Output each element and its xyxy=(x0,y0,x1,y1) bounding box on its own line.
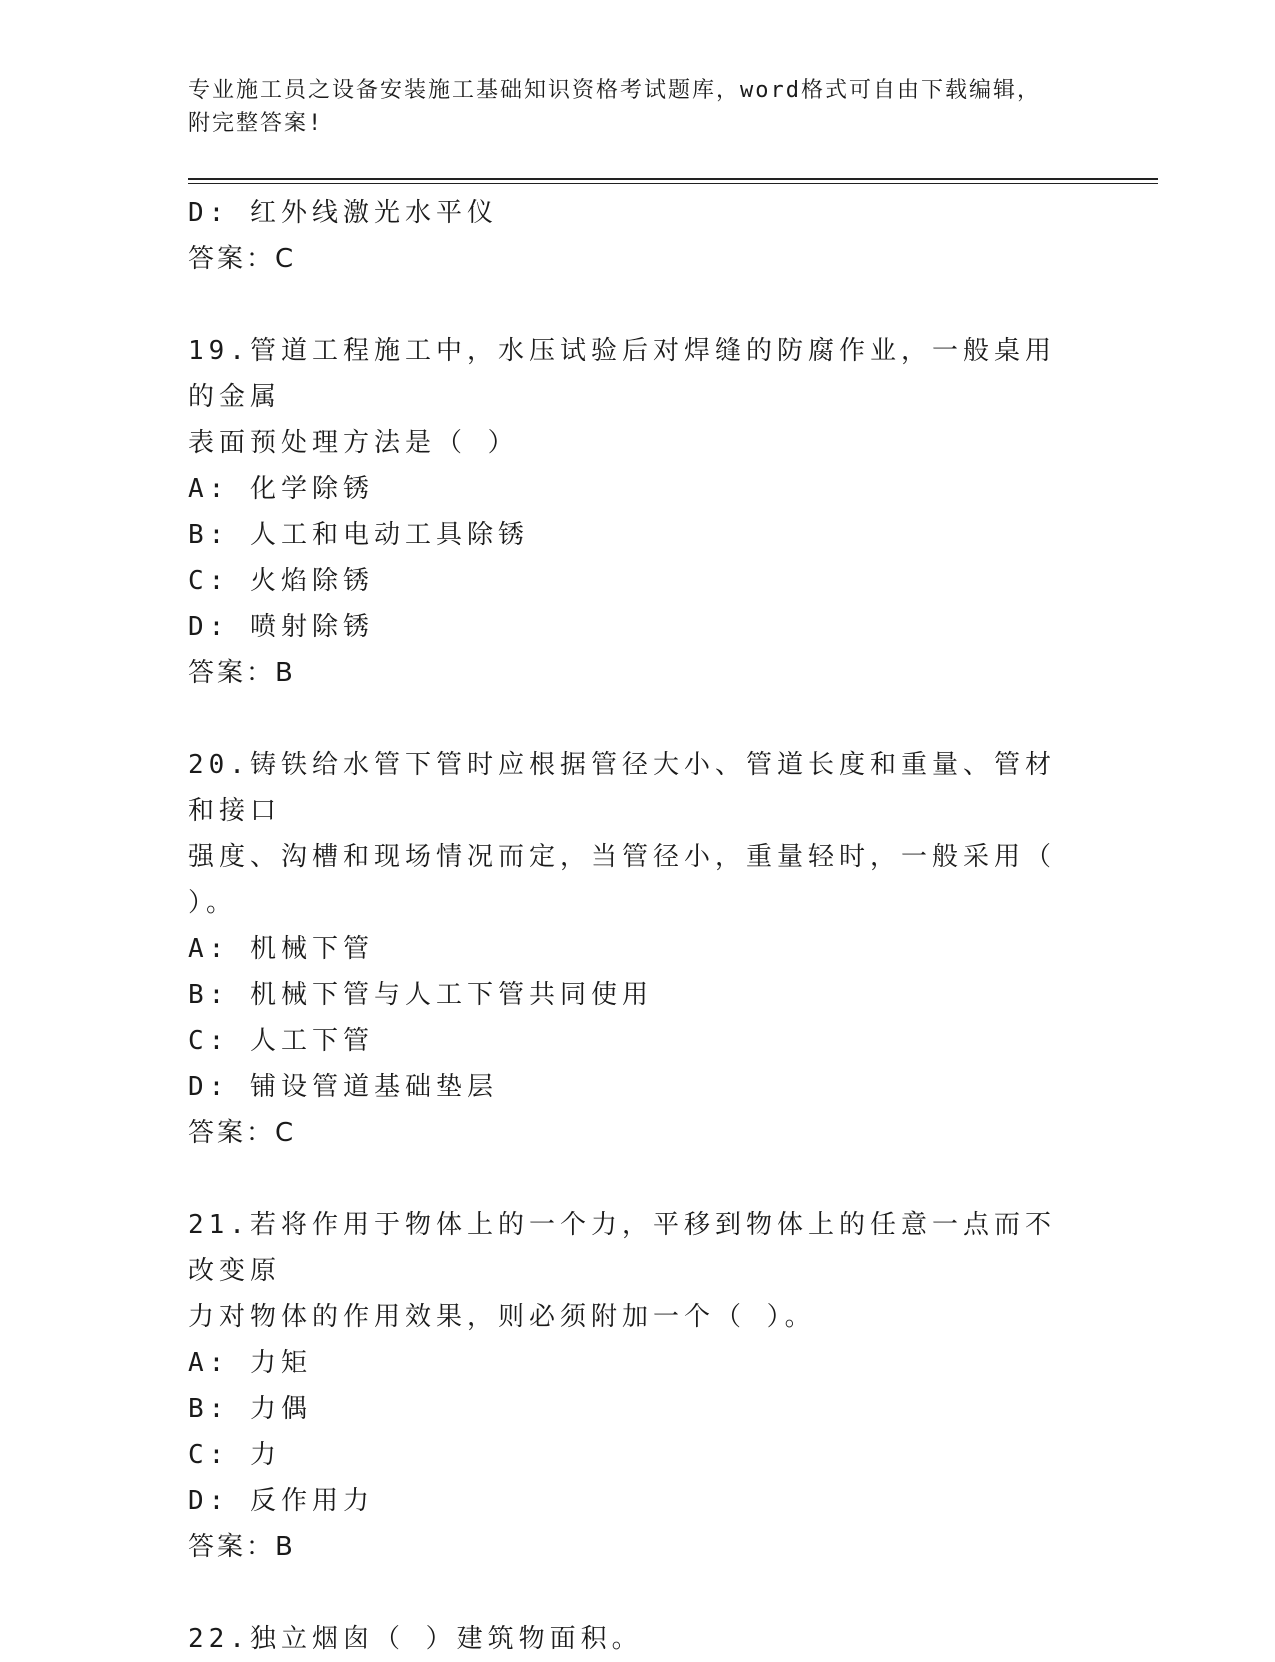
option-a: A: 化学除锈 xyxy=(188,474,374,504)
spacer xyxy=(188,1156,1088,1202)
question-text-line-1: 22.独立烟囱（ ）建筑物面积。 xyxy=(188,1624,643,1654)
answer: 答案：C xyxy=(188,1118,297,1148)
question-20 xyxy=(188,742,1088,1156)
document-header xyxy=(188,74,1088,140)
question-22 xyxy=(188,1616,1088,1662)
option-d: D: 铺设管道基础垫层 xyxy=(188,1072,498,1102)
option-d: D: 反作用力 xyxy=(188,1486,374,1516)
option-c: C: 火焰除锈 xyxy=(188,566,374,596)
question-text-line-1: 21.若将作用于物体上的一个力，平移到物体上的任意一点而不改变原 xyxy=(188,1210,1056,1286)
question-text-line-2: 表面预处理方法是（ ） xyxy=(188,428,519,458)
option-d: D: 红外线激光水平仪 xyxy=(188,198,498,228)
question-text-line-1: 20.铸铁给水管下管时应根据管径大小、管道长度和重量、管材和接口 xyxy=(188,750,1056,826)
question-21 xyxy=(188,1202,1088,1570)
header-divider-thin xyxy=(188,183,1158,184)
header-line-2: 附完整答案! xyxy=(188,111,324,136)
document-body xyxy=(188,190,1088,1662)
question-text-line-1: 19.管道工程施工中，水压试验后对焊缝的防腐作业，一般桌用的金属 xyxy=(188,336,1056,412)
header-divider-thick xyxy=(188,178,1158,180)
question-text-line-2: 力对物体的作用效果，则必须附加一个（ ）。 xyxy=(188,1302,816,1332)
option-b: B: 力偶 xyxy=(188,1394,312,1424)
header-line-1: 专业施工员之设备安装施工基础知识资格考试题库，word格式可自由下载编辑， xyxy=(188,78,1041,103)
spacer xyxy=(188,696,1088,742)
spacer xyxy=(188,282,1088,328)
option-a: A: 力矩 xyxy=(188,1348,312,1378)
option-c: C: 力 xyxy=(188,1440,281,1470)
answer: 答案：B xyxy=(188,1532,296,1562)
question-19 xyxy=(188,328,1088,696)
option-a: A: 机械下管 xyxy=(188,934,374,964)
option-b: B: 人工和电动工具除锈 xyxy=(188,520,529,550)
spacer xyxy=(188,1570,1088,1616)
answer: 答案：B xyxy=(188,658,296,688)
option-c: C: 人工下管 xyxy=(188,1026,374,1056)
option-d: D: 喷射除锈 xyxy=(188,612,374,642)
question-text-line-2: 强度、沟槽和现场情况而定，当管径小，重量轻时，一般采用（ ）。 xyxy=(188,842,1057,918)
question-18-tail xyxy=(188,190,1088,282)
option-b: B: 机械下管与人工下管共同使用 xyxy=(188,980,653,1010)
answer: 答案：C xyxy=(188,244,297,274)
